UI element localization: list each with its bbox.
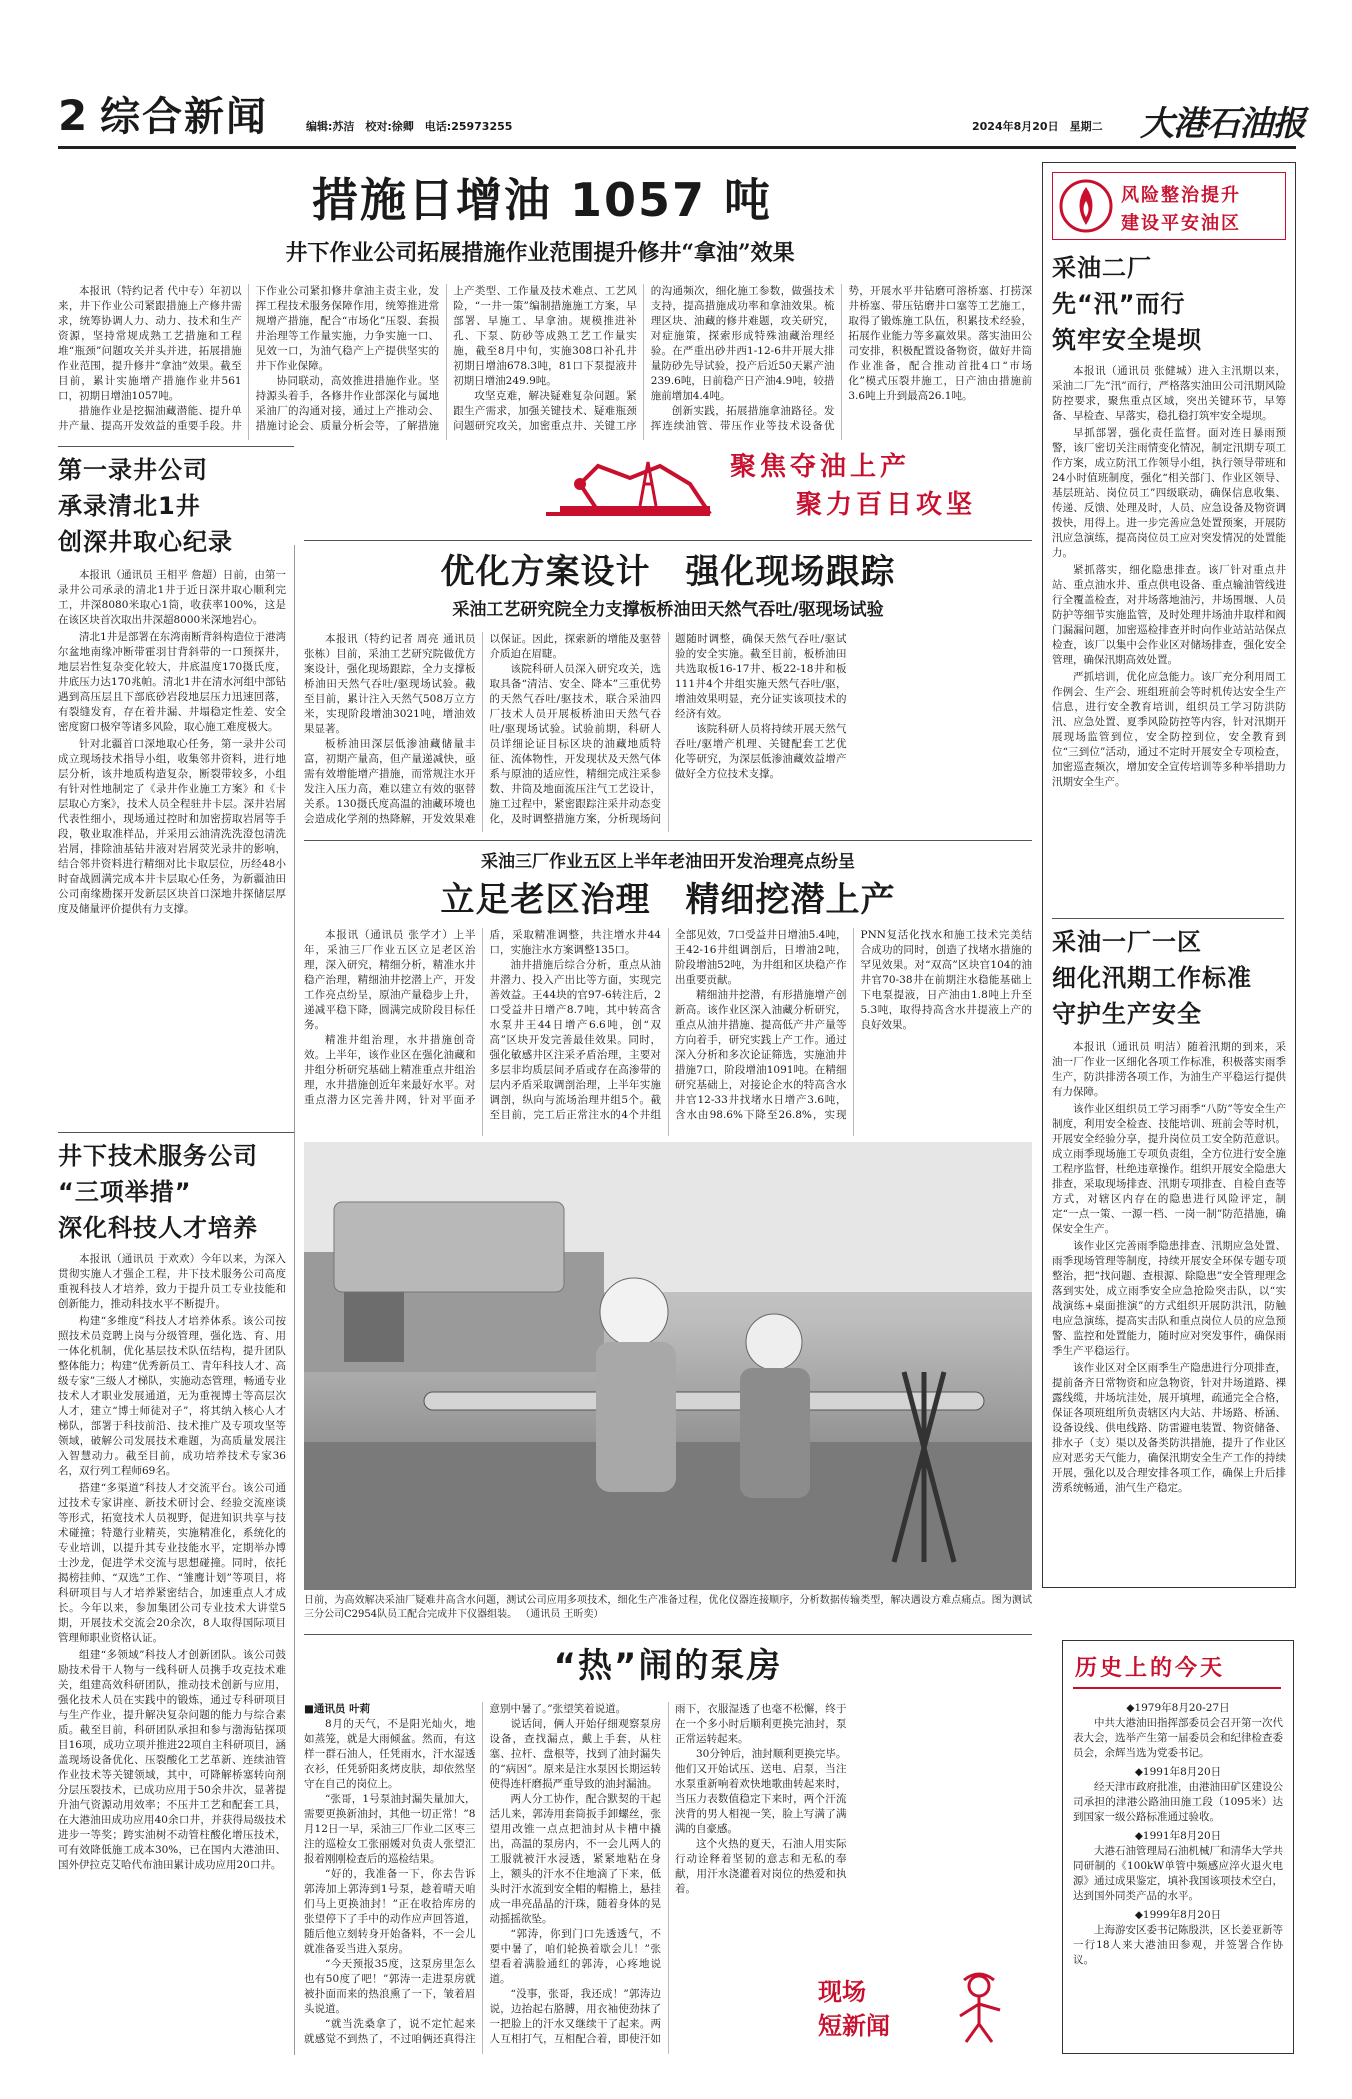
right1-paragraph: 严抓培训，优化应急能力。该厂充分利用周工作例会、生产会、班组班前会等时机传达安全生产信息，进行安全教育培训，组织员工学习防洪防汛、应急处置、夏季风险防控等内容，针对汛期开展现场监管到位，安全防控到位，安全教育到位“三到位”活动，通过不定时开展安全专项检查，加密巡查频次，增加安全宣传培训等多种举措助力汛期安全生产。 <box>1052 671 1286 788</box>
history-box <box>1062 1640 1294 2054</box>
center-body <box>304 632 1032 832</box>
right2-title-line: 守护生产安全 <box>1052 1000 1202 1028</box>
center-paragraph: 该院科研人员深入研究攻关，选取具备“清洁、安全、降本”三重优势的天然气吞吐/驱技术，联合采油四厂技术人员开展板桥油田天然气吞吐/驱现场试验。试验前期，科研人员详细论证目标区块的油藏地质特征、流体物性，开发现状及天然气体系与原油的适应性，精细完成注采参数、井筒及地面流压注气工艺设计，施工过程中，紧密跟踪注采井动态变化，及时调整措施方案，分析现场问题随时调整，确保天然气吞吐/驱试验的安全实施。截至目前，板桥油田共选取板16-17井、板22-18井和板111井4个井组实施天然气吞吐/驱，增油效果明显，充分证实该项技术的经济有效。 <box>489 633 847 825</box>
right2-paragraph: 本报讯（通讯员 明洁）随着汛期的到来，采油一厂作业一区细化各项工作标准，积极落实雨季生产，防洪排涝各项工作，为油生产平稳运行提供有力保障。 <box>1052 1041 1286 1098</box>
right2-headline <box>1052 924 1288 1032</box>
right2-body <box>1052 1040 1286 1578</box>
right2-paragraph: 该作业区完善雨季隐患排查、汛期应急处置、雨季现场管理等制度，持续开展安全环保专题专项整治，把“找问题、查根源、除隐患”安全管理理念落到实处，成立雨季安全应急抢险突击队，以“实战演练+桌面推演”的方式组织开展防洪汛，防触电应急演练，提高实击队和重点岗位人员的应急预警、监控和处置能力，随时应对突发事件，确保雨季生产平稳运行。 <box>1052 1240 1286 1357</box>
third-headline: 立足老区治理 精细挖潜上产 <box>440 880 896 920</box>
issue-date: 2024年8月20日 星期二 <box>972 120 1103 133</box>
third-paragraph: 油井措施后综合分析，重点从油井潜力、投入产出比等方面，实现完善效益。王44块的官97-6转注后，2口受益井日增产8.7吨，其中转高含水泵井王44日增产6.6吨，创“双高”区块开发完善最佳效果。同时，强化敏感井区注采矛盾治理，主要对多层非均质层间矛盾或存在高渗带的层内矛盾采取调剖治理，上半年实施调剖，纵向与流场治理井组5个。截至目前，完工后正常注水的4个井组全部见效，7口受益井日增油5.4吨，王42-16井组调剖后，日增油2吨，阶段增油52吨，为井组和区块稳产作出重要贡献。 <box>489 929 847 1121</box>
section-title: 综合新闻 <box>100 94 268 140</box>
third-paragraph: 精准井组治理，水井措施创奇效。上半年，该作业区在强化油藏和井组分析研究基础上精准重点井组治理，水井措施创近年来最好水平。对重点潜力区完善井网，针对平面矛盾，采取精准调整，共注增水井44口，实施注水方案调整135口。 <box>304 929 661 1106</box>
feature-paragraph: “郭涛，你到门口先透透气，不要中暑了，咱们轮换着歇会儿！”张望看着满脸通红的郭涛，心疼地说道。 <box>489 1928 661 1985</box>
left2-title-line: 井下技术服务公司 <box>58 1142 258 1170</box>
left2-paragraph: 构建“多维度”科技人才培养体系。该公司按照技术员竞聘上岗与分级管理，强化选、育、用一体化机制，优化基层技术队伍结构，提升团队整体能力；构建“优秀新员工、青年科技人才、高级专家”三级人才梯队，实施动态管理，畅通专业技术人才职业发展通道，无为重视博士等高层次人才，建立“博士师徒对子”，将其纳入核心人才梯队，部署于科技前沿、技术推广及专项攻坚等领域，破解公司发展技术难题，为高质量发展注入智慧动力。截至目前，成功培养技术专家36名，双行列工程师69名。 <box>58 1315 286 1477</box>
history-entry-text: 经天津市政府批准，由港油田矿区建设公司承担的津港公路油田施工段（1095米）达到国家一级公路标准通过验收。 <box>1073 1781 1283 1823</box>
left1-title-line: 创深井取心纪录 <box>58 528 233 556</box>
history-entry-text: 大港石油管理局石油机械厂和清华大学共同研制的《100kW单管中频感应淬火退火电源》通过成果鉴定，填补我国该项技术空白，达到国外同类产品的水平。 <box>1073 1845 1283 1902</box>
lead-headline: 措施日增油 1057 吨 <box>311 173 773 227</box>
history-entry-date: ◆1991年8月20日 <box>1134 1830 1222 1842</box>
left1-paragraph: 针对北疆首口深地取心任务，第一录井公司成立现场技术指导小组，收集邻井资料，进行地层分析，该井地质构造复杂，断裂带较多，小组有针对性地制定了《录井作业施工方案》和《卡层取心方案》，技术人员全程驻井卡层。深井岩屑代表性细小，现场通过控时和加密捞取岩屑等手段，敬业取准样品，并采用云油清洗洗澄包清洗岩屑，排除油基钻井液对岩屑荧光录井的影响，结合邻井资料进行精细对比卡取层位，历经48小时奋战圆满完成本井卡层取心任务，为新疆油田公司南缘勘探开发新层区块首口深地井探储层厚度及储量评价提供有力支撑。 <box>58 738 286 915</box>
feature-paragraph: 这个火热的夏天，石油人用实际行动诠释着坚韧的意志和无私的奉献，用汗水浇灌着对岗位的热爱和执着。 <box>675 1838 847 1895</box>
column-divider <box>294 545 295 2055</box>
photo-caption <box>304 1594 1032 1626</box>
drop-flame-logo-icon <box>1059 179 1113 233</box>
right1-paragraph: 紧抓落实，细化隐患排查。该厂针对重点井站、重点油水井、重点供电设备、重点输油管线进行全覆盖检查，对井场落地油污，井场围堰、人员防护等细节实施监管，及时处理井场油井取样和阀门漏漏问题，加密巡检排查并时向作业站站站保点检查，该厂以集中会作业区对储场排查，强化安全管理，确保汛期高效处置。 <box>1052 564 1286 666</box>
right2-title-line: 采油一厂一区 <box>1052 928 1202 956</box>
left2-paragraph: 组建“多领域”科技人才创新团队。该公司鼓励技术骨干人物与一线科研人员携手攻克技术难关，组建高效科研团队，推动技术创新与应用，强化技术人员在实践中的锻炼，通过专科研项目与生产作业，提升解决复杂问题的能力与综合素质。截至目前，科研团队承担和参与渤海钻探项目16项，成功立项并推进22项自主科研项目，涵盖现场设备优化、压裂酸化工艺革新、连续油管作业技术等关键领域，其中，可降解桥塞转向剂分层压裂技术，已成功应用于50余井次，显著提升油气资源动用效率；不压井工艺和配套工具，在大港油田成功应用40余口井，并获得局级技术进步一等奖；跨实油树不动管柱酸化增压技术，可有效降低施工成本30%，已在国内大港油田、国外伊拉克艾哈代布油田累计成功应用20口井。 <box>58 1649 286 1871</box>
feature-paragraph: “好的，我准备一下，你去告诉郭涛加上郭涛到1号泵，趁着晴天咱们马上更换油封！”正在收拾库房的张望停下了手中的动作应声回答道，随后他立刻转身开始备料，不一会儿就准备妥当进入泵房。 <box>304 1868 476 1955</box>
badge-line-2: 建设平安油区 <box>1121 213 1241 234</box>
lead-subheadline: 井下作业公司拓展措施作业范围提升修井“拿油”效果 <box>285 240 795 266</box>
left1-headline <box>58 452 294 560</box>
right2-title-line: 细化汛期工作标准 <box>1052 964 1252 992</box>
section-divider <box>1052 918 1284 919</box>
worker-figure-icon <box>934 1970 1024 2044</box>
stamp-line-1: 现场 <box>818 1978 866 2006</box>
right1-paragraph: 本报讯（通讯员 张健城）进入主汛期以来，采油二厂先“汛”而行，严格落实油田公司汛期风险防控要求，聚焦重点区域，突出关键环节，早筹备、早检查、早落实，稳扎稳打筑牢安全堤坝。 <box>1052 365 1286 422</box>
scene-news-stamp <box>814 1966 1030 2048</box>
third-paragraph: 精细油井挖潜，有形措施增产创新高。该作业区深入油藏分析研究，重点从油井措施、提高低产井产量等方向着手，研究实践上产工作。通过深入分析和多次论证筛选，实施油井措施7口，阶段增油1091吨。在精细研究基础上，对接论企水的特高含水井官12-33井找堵水日增产3.6吨，含水由98.6%下降至26.8%，实现PNN复活化找水和施工技术完美结合成功的同时，创造了找堵水措施的罕见效果。对“双高”区块官104的油井官70-38井在前期注水稳能基础上下电泵提液，日产油由1.8吨上升至5.3吨，取得持高含水井提液上产的良好效果。 <box>675 929 1032 1121</box>
feature-headline: “热”闹的泵房 <box>553 1646 783 1686</box>
right1-body <box>1052 364 1286 904</box>
lead-paragraph: 创新实践，拓展措施拿油路径。发挥连续油管、带压作业等技术设备优势，开展水平井钻磨可溶桥塞、打捞深井桥塞、带压钻磨井口塞等工艺施工，取得了锻炼施工队伍，积累技术经验，拓展作业能力等多赢效果。落实油田公司安排，积极配置设备物资，做好井筒作业准备，配合推动首批4口“市场化”模式压裂井施工，日产油由措施前3.6吨上升到最高26.1吨。 <box>650 285 1032 432</box>
editor-line: 编辑:苏洁 校对:徐卿 电话:25973255 <box>306 120 513 133</box>
photo-caption-text: 日前，为高效解决采油厂疑难井高含水问题，测试公司应用多项技术，细化生产准备过程，优化仪器连接顺序，分析数据传输类型，解决遇设方难点痛点。图为测试三分公司C2954队员工配合完成井下仪器组装。 <box>304 1595 1032 1620</box>
page-number: 2 <box>58 91 88 140</box>
feature-paragraph: 8月的天气，不是阳光灿火，地如蒸笼，就是大雨倾盆。然而，有这样一群石油人，任凭雨水，汗水湿透衣衫，任凭骄阳炙烤皮肤，却依然坚守在自己的岗位上。 <box>304 1718 476 1790</box>
left2-paragraph: 本报讯（通讯员 于欢欢）今年以来，为深入贯彻实施人才强企工程，井下技术服务公司高度重视科技人才培养，致力于提升员工专业技能和创新能力，推动科技水平不断提升。 <box>58 1253 286 1310</box>
feature-paragraph: “没事，张哥，我还成！”郭涛边说，边抬起右胳膊，用衣袖使劲抹了一把脸上的汗水又继续干了起来。两人互相打气，互相配合着，即使汗如雨下，衣服湿透了也毫不松懈，终于在一个多小时后顺利更换完油封，泵正常运转起来。 <box>489 1703 847 2045</box>
history-entry-date: ◆1991年8月20日 <box>1134 1766 1222 1778</box>
section-divider <box>58 446 294 447</box>
history-list <box>1073 1697 1283 2045</box>
center-subheadline: 采油工艺研究院全力支撑板桥油田天然气吞吐/驱现场试验 <box>452 600 884 620</box>
center-paragraph: 本报讯（特约记者 周亮 通讯员 张栋）目前，采油工艺研究院做优方案设计，强化现场跟踪，全力支撑板桥油田天然气吞吐/驱现场试验。截至目前，累计注入天然气508万立方米，实现阶段增油3021吨，增油效果显著。 <box>304 633 476 735</box>
feature-paragraph: 说话间，俩人开始仔细观察泵房设备，查找漏点，戴上手套，从柱塞、拉杆、盘根等，找到了油封漏失的“病因”。原来是注水泵因长期运转使得连杆磨损严重导致的油封漏油。 <box>489 1718 661 1790</box>
feature-paragraph: “就当洗桑拿了，说不定忙起来就感觉不到热了，不过咱俩还真得注意别中暑了。”张望笑着说道。 <box>304 1703 627 2045</box>
feature-paragraph: “今天预报35度，这泵房里怎么也有50度了吧！”郭涛一走进泵房就被扑面而来的热浪熏了一下，皱着眉头说道。 <box>304 1958 476 2015</box>
section-divider <box>58 1132 294 1133</box>
third-body <box>304 928 1032 1136</box>
history-title: 历史上的今天 <box>1075 1656 1226 1681</box>
third-paragraph: 本报讯（通讯员 张学才）上半年，采油三厂作业五区立足老区治理，深入研究，精细分析，精准水井稳产治理，精细油井挖潜上产，开发工作亮点纷呈，原油产量稳步上升，递减平稳下降，圆满完成阶段目标任务。 <box>304 929 476 1031</box>
masthead-rule <box>58 146 1296 149</box>
history-title-rule <box>1073 1687 1281 1689</box>
section-divider <box>304 1634 1032 1635</box>
news-photo <box>304 1142 1032 1590</box>
center-paragraph: 板桥油田深层低渗油藏储量丰富，初期产量高，但产量递减快，亟需有效增能增产措施，而常规注水开发注入压力高，难以建立有效的驱替关系。130摄氏度高温的油藏环境也会造成化学剂的热降解，开发效果难以保证。因此，探索新的增能及驱替介质迫在眉睫。 <box>304 633 661 825</box>
history-entry-date: ◆1999年8月20日 <box>1134 1909 1222 1921</box>
stamp-line-2: 短新闻 <box>818 2012 890 2040</box>
left2-title-line: “三项举措” <box>58 1178 192 1206</box>
banner-line-2: 聚力百日攻坚 <box>796 490 977 520</box>
left2-headline <box>58 1138 294 1246</box>
lead-paragraph: 协同联动，高效推进措施作业。坚持源头着手，各修井作业部深化与属地采油厂的沟通对接，通过上产推动会、措施讨论会、质量分析会等，了解措施上产类型、工作量及技术难点、工艺风险，“一井一策”编制措施施工方案，早部署、早施工、早拿油。规模推进补孔、下泵、防砂等成熟工艺工作量实施，截至8月中旬，实施308口补孔井初期日增油678.3吨，81口下泵提液井初期日增油249.9吨。 <box>255 285 637 432</box>
oilfield-workers-image <box>304 1142 1032 1590</box>
left2-title-line: 深化科技人才培养 <box>58 1214 258 1242</box>
left1-paragraph: 清北1井是部署在东湾南断背斜构造位于港湾尔盆地南缘冲断带霍羽甘背斜带的一口预探井，地层岩性复杂变化较大，井底温度170摄氏度，井底压力达170兆帕。清北1井在清水河组中部钻遇到高压层且下部底砂岩段地层压力迅速回落，有裂缝发育，存在着井漏、井塌稳定性差、安全密度窗口极窄等诸多风险，取心施工难度极大。 <box>58 631 286 733</box>
left1-body <box>58 568 286 1124</box>
left2-paragraph: 搭建“多渠道”科技人才交流平台。该公司通过技术专家讲座、新技术研讨会、经验交流座谈等形式，拓宽技术人员视野，促进知识共享与技术碰撞；特邀行业精英，实施精准化，系统化的专业培训，以提升其专业技能水平，定期举办博士沙龙，促进学术交流与思想碰撞。同时，依托揭榜挂帅、“双选”工作、“雏鹰计划”等项目，将科研项目与人才培养紧密结合，加速重点人才成长。今年以来，参加集团公司专业技术大讲堂5期，开展技术交流会20余次，8人取得国际项目管理师职业资格认证。 <box>58 1482 286 1644</box>
banner-line-1: 聚焦夺油上产 <box>730 452 911 482</box>
feature-paragraph: “张哥，1号泵油封漏失量加大，需要更换新油封，其他一切正常！”8月12日一早，采油三厂作业二区枣三注的巡检女工张丽媛对负责人张望汇报着刚刚检查后的巡检结果。 <box>304 1793 476 1865</box>
derrick-banner-icon <box>540 444 720 524</box>
section-divider <box>304 840 1032 841</box>
left1-paragraph: 本报讯（通讯员 王相平 詹超）日前，由第一录井公司承录的清北1井于近日深井取心顺利完工，井深8080米取心1筒，收获率100%，这是在该区块首次取出井深超8000米深地岩心。 <box>58 569 286 626</box>
feature-byline: ■通讯员 叶莉 <box>304 1703 371 1715</box>
center-paragraph: 该院科研人员将持续开展天然气吞吐/驱增产机理、关键配套工艺优化等研究，为深层低渗油藏效益增产做好全方位技术支撑。 <box>675 723 847 780</box>
right1-title-line: 采油二厂 <box>1052 254 1152 282</box>
photo-credit: （通讯员 王昕奕） <box>520 1609 604 1620</box>
left2-body <box>58 1252 286 2052</box>
right1-title-line: 先“汛”而行 <box>1052 290 1186 318</box>
lead-body <box>58 284 1032 440</box>
lead-paragraph: 攻坚克难，解决疑难复杂问题。紧跟生产需求，加强关键技术、疑难瓶颈问题研究攻关，加密重点井、关键工序的沟通频次，细化施工参数，做强技术支持，提高措施成功率和拿油效果。梳理区块、油藏的修井难题，攻关研究，对症施策，探索形成特殊油藏治理经验。在严重出砂井西1-12-6井开展大排量防砂先导试验，投产后近50天累产油239.6吨，日前稳产日产油4.9吨，较措施前增加4.4吨。 <box>453 285 835 432</box>
paper-name-logo: 大港石油报 <box>1140 104 1305 144</box>
center-headline: 优化方案设计 强化现场跟踪 <box>440 552 896 592</box>
badge-line-1: 风险整治提升 <box>1121 185 1241 206</box>
history-entry-text: 中共大港油田指挥部委员会召开第一次代表大会，选举产生第一届委员会和纪律检查委员会，余辉当选为党委书记。 <box>1073 1717 1283 1759</box>
right2-paragraph: 该作业区组织员工学习雨季“八防”等安全生产制度，利用安全检查、技能培训、班前会等时机，开展安全经验分享，提升岗位员工安全防范意识。成立雨季现场施工专项负责组，全方位进行安全施工程序监督，杜绝违章操作。组织开展安全隐患大排查，采取现场排查、汛期专项排查、自检自查等方式，对辖区内存在的隐患进行风险评定，制定“一点一策、一源一档、一岗一制”防范措施，确保安全生产。 <box>1052 1103 1286 1235</box>
feature-paragraph: 30分钟后，油封顺利更换完毕。他们又开始试压、送电、启泵，当注水泵重新响着欢快地歌曲转起来时，当压力表数值稳定下来时，两个汗流浃背的男人相视一笑，脸上写满了满满的自豪感。 <box>675 1748 847 1835</box>
campaign-banner <box>540 440 1032 528</box>
left1-title-line: 承录清北1井 <box>58 492 201 520</box>
history-entry-date: ◆1979年8月20-27日 <box>1126 1702 1230 1714</box>
right2-paragraph: 该作业区对全区雨季生产隐患进行分项排查，提前备齐日常物资和应急物资，针对井场道路、裸露线缆，井场坑洼处，展开填埋，疏通完全合格，保证各项班组所负责辖区内大站、井场路、桥涵、设备设线、供电线路、防雷避电装置、物资储备、排水子（支）渠以及备类防洪措施，提升了作业区应对恶劣天气能力，确保汛期安全生产工作的持续开展，强化以及合理安排各项工作，确保上升后排涝系统畅通，油气生产稳定。 <box>1052 1362 1286 1494</box>
third-kicker: 采油三厂作业五区上半年老油田开发治理亮点纷呈 <box>481 852 855 872</box>
section-divider <box>304 540 1032 541</box>
history-entry-text: 上海游安区委书记陈殷洪，区长姜亚新等一行18人来大港油田参观，并签署合作协议。 <box>1073 1924 1283 1966</box>
lead-paragraph: 本报讯（特约记者 代中专）年初以来，井下作业公司紧跟措施上产修井需求，统筹协调人力、动力、技术和生产资源，坚持常规成熟工艺措施和工程堆“瓶颈”问题攻关并头并进，拓展措施作业范围，提升修井“拿油”效果。截至目前，累计实施增产措施作业井561口，初期日增油1057吨。 <box>58 285 242 402</box>
safety-badge <box>1052 172 1286 240</box>
left1-title-line: 第一录井公司 <box>58 456 208 484</box>
right1-title-line: 筑牢安全堤坝 <box>1052 326 1202 354</box>
right1-paragraph: 早抓部署，强化责任监督。面对连日暴雨预警，该厂密切关注雨情变化情况，制定汛期专项工作方案，成立防汛工作领导小组，执行领导带班和24小时值班制度，强化“相关部门、作业区领导、基层班站、岗位员工”四级联动，确保信息收集、传递、反馈、处理及时，人员、应急设备及物资调拨快，用得上。进一步完善应急处置预案，开展防汛应急演练，提高岗位员工应对突发情况的处置能力。 <box>1052 427 1286 559</box>
lead-paragraph: 措施作业是挖掘油藏潜能、提升单井产量、提高开发效益的重要手段。井下作业公司紧扣修井拿油主责主业，发挥工程技术服务保障作用，统筹推进常规增产措施，配合“市场化”压裂、套损井治理等工作量实施，力争实施一口、见效一口，为油气稳产上产提供坚实的井下作业保障。 <box>58 285 440 432</box>
feature-paragraph: 两人分工协作，配合默契的干起活儿来，郭涛用套筒扳手卸螺丝，张望用改锥一点点把油封从卡槽中撬出，高温的泵房内，不一会儿两人的工服就被汗水浸透，紧紧地粘在身上，额头的汗水不住地滴了下来，低头时汗水流到安全帽的帽檐上，悬挂成一串亮晶晶的汗珠，随着身体的晃动摇摇欲坠。 <box>489 1793 661 1925</box>
right1-headline <box>1052 250 1288 358</box>
